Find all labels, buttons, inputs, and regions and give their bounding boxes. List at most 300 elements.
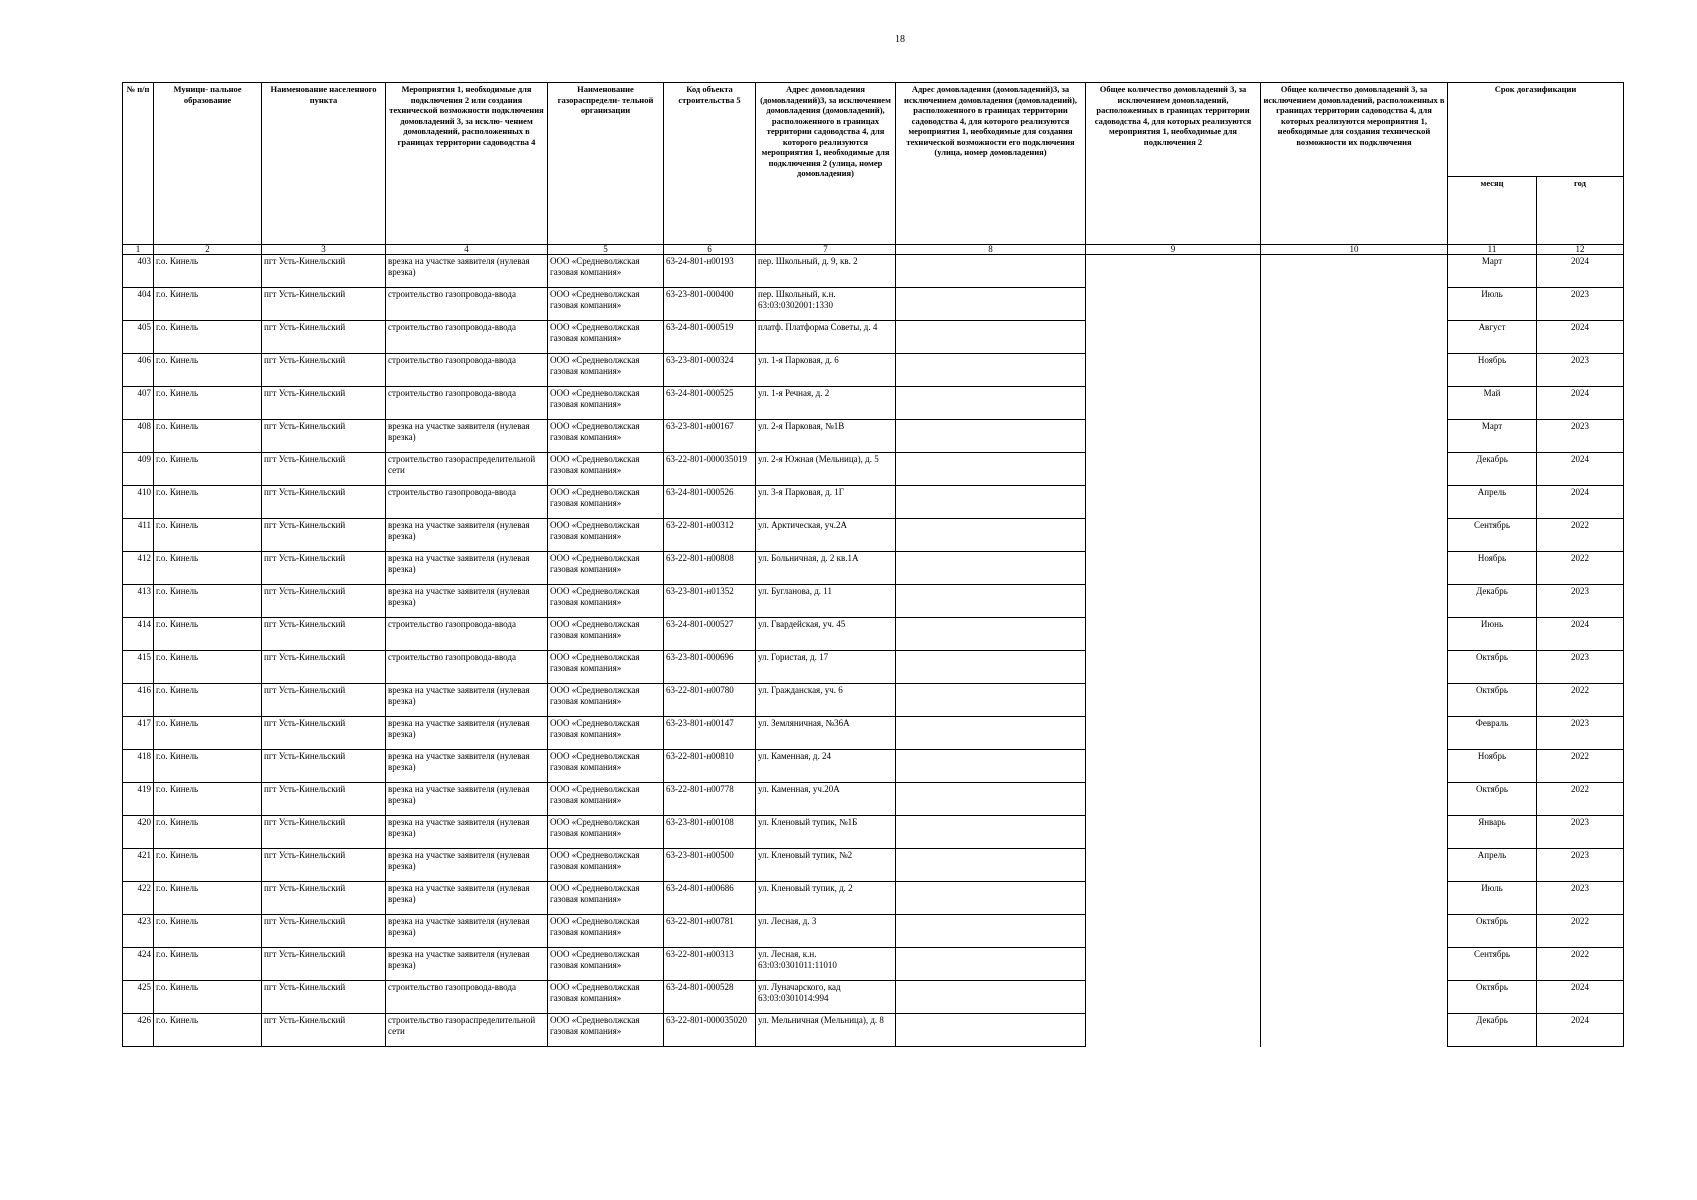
- settlement-cell: пгт Усть-Кинельский: [262, 420, 386, 453]
- table-row: [123, 882, 1624, 915]
- year-cell: 2023: [1537, 882, 1624, 915]
- row-number: 418: [123, 750, 154, 783]
- address-technical-cell: [896, 387, 1086, 420]
- organization-cell: ООО «Средневолжская газовая компания»: [548, 717, 664, 750]
- organization-cell: ООО «Средневолжская газовая компания»: [548, 255, 664, 288]
- organization-cell: ООО «Средневолжская газовая компания»: [548, 1014, 664, 1047]
- address-technical-cell: [896, 354, 1086, 387]
- address-cell: ул. Гористая, д. 17: [756, 651, 896, 684]
- year-cell: 2023: [1537, 816, 1624, 849]
- settlement-cell: пгт Усть-Кинельский: [262, 552, 386, 585]
- address-technical-cell: [896, 585, 1086, 618]
- measure-cell: врезка на участке заявителя (нулевая врезка): [386, 948, 548, 981]
- month-cell: Июнь: [1448, 618, 1537, 651]
- object-code-cell: 63-24-801-000526: [664, 486, 756, 519]
- table-row: [123, 486, 1624, 519]
- measure-cell: строительство газопровода-ввода: [386, 387, 548, 420]
- row-number: 411: [123, 519, 154, 552]
- header-object-code: Код объекта строительства 5: [664, 83, 756, 245]
- municipality-cell: г.о. Кинель: [154, 651, 262, 684]
- count-technical-cell: [1261, 486, 1448, 519]
- measure-cell: врезка на участке заявителя (нулевая врезка): [386, 684, 548, 717]
- year-cell: 2024: [1537, 387, 1624, 420]
- year-cell: 2022: [1537, 684, 1624, 717]
- address-technical-cell: [896, 915, 1086, 948]
- row-number: 405: [123, 321, 154, 354]
- address-technical-cell: [896, 618, 1086, 651]
- month-cell: Апрель: [1448, 849, 1537, 882]
- address-cell: ул. Кленовый тупик, д. 2: [756, 882, 896, 915]
- year-cell: 2024: [1537, 981, 1624, 1014]
- year-cell: 2024: [1537, 1014, 1624, 1047]
- month-cell: Декабрь: [1448, 585, 1537, 618]
- object-code-cell: 63-23-801-000696: [664, 651, 756, 684]
- settlement-cell: пгт Усть-Кинельский: [262, 288, 386, 321]
- month-cell: Ноябрь: [1448, 552, 1537, 585]
- month-cell: Октябрь: [1448, 651, 1537, 684]
- address-technical-cell: [896, 849, 1086, 882]
- count-connection-cell: [1086, 783, 1261, 816]
- count-connection-cell: [1086, 486, 1261, 519]
- year-cell: 2023: [1537, 354, 1624, 387]
- measure-cell: строительство газораспределительной сети: [386, 453, 548, 486]
- column-number: 10: [1261, 245, 1448, 255]
- address-technical-cell: [896, 519, 1086, 552]
- table-row: [123, 354, 1624, 387]
- address-cell: ул. 1-я Парковая, д. 6: [756, 354, 896, 387]
- month-cell: Октябрь: [1448, 684, 1537, 717]
- year-cell: 2024: [1537, 486, 1624, 519]
- object-code-cell: 63-24-801-н00193: [664, 255, 756, 288]
- month-cell: Апрель: [1448, 486, 1537, 519]
- row-number: 404: [123, 288, 154, 321]
- object-code-cell: 63-22-801-н00781: [664, 915, 756, 948]
- count-connection-cell: [1086, 849, 1261, 882]
- municipality-cell: г.о. Кинель: [154, 585, 262, 618]
- table-row: [123, 321, 1624, 354]
- table-row: [123, 717, 1624, 750]
- address-cell: ул. Гражданская, уч. 6: [756, 684, 896, 717]
- municipality-cell: г.о. Кинель: [154, 519, 262, 552]
- settlement-cell: пгт Усть-Кинельский: [262, 684, 386, 717]
- settlement-cell: пгт Усть-Кинельский: [262, 321, 386, 354]
- object-code-cell: 63-22-801-н00808: [664, 552, 756, 585]
- measure-cell: врезка на участке заявителя (нулевая врезка): [386, 849, 548, 882]
- address-cell: ул. 3-я Парковая, д. 1Г: [756, 486, 896, 519]
- organization-cell: ООО «Средневолжская газовая компания»: [548, 684, 664, 717]
- address-cell: ул. Кленовый тупик, №2: [756, 849, 896, 882]
- count-connection-cell: [1086, 585, 1261, 618]
- row-number: 419: [123, 783, 154, 816]
- address-technical-cell: [896, 750, 1086, 783]
- settlement-cell: пгт Усть-Кинельский: [262, 948, 386, 981]
- count-connection-cell: [1086, 453, 1261, 486]
- year-cell: 2024: [1537, 321, 1624, 354]
- count-connection-cell: [1086, 750, 1261, 783]
- count-technical-cell: [1261, 915, 1448, 948]
- measure-cell: строительство газопровода-ввода: [386, 486, 548, 519]
- measure-cell: врезка на участке заявителя (нулевая врезка): [386, 882, 548, 915]
- municipality-cell: г.о. Кинель: [154, 981, 262, 1014]
- organization-cell: ООО «Средневолжская газовая компания»: [548, 321, 664, 354]
- address-technical-cell: [896, 816, 1086, 849]
- address-technical-cell: [896, 948, 1086, 981]
- column-number-row: [123, 245, 1624, 255]
- organization-cell: ООО «Средневолжская газовая компания»: [548, 453, 664, 486]
- settlement-cell: пгт Усть-Кинельский: [262, 915, 386, 948]
- count-technical-cell: [1261, 816, 1448, 849]
- settlement-cell: пгт Усть-Кинельский: [262, 849, 386, 882]
- address-cell: ул. Каменная, д. 24: [756, 750, 896, 783]
- organization-cell: ООО «Средневолжская газовая компания»: [548, 486, 664, 519]
- municipality-cell: г.о. Кинель: [154, 750, 262, 783]
- month-cell: Май: [1448, 387, 1537, 420]
- count-connection-cell: [1086, 288, 1261, 321]
- address-technical-cell: [896, 981, 1086, 1014]
- address-cell: ул. Каменная, уч.20А: [756, 783, 896, 816]
- count-technical-cell: [1261, 354, 1448, 387]
- address-technical-cell: [896, 486, 1086, 519]
- month-cell: Декабрь: [1448, 453, 1537, 486]
- column-number: 8: [896, 245, 1086, 255]
- count-connection-cell: [1086, 354, 1261, 387]
- address-technical-cell: [896, 255, 1086, 288]
- organization-cell: ООО «Средневолжская газовая компания»: [548, 552, 664, 585]
- table-row: [123, 651, 1624, 684]
- header-organization: Наименование газораспредели- тельной организации: [548, 83, 664, 245]
- object-code-cell: 63-23-801-н00147: [664, 717, 756, 750]
- address-cell: ул. Бугланова, д. 11: [756, 585, 896, 618]
- year-cell: 2022: [1537, 750, 1624, 783]
- municipality-cell: г.о. Кинель: [154, 948, 262, 981]
- table-row: [123, 981, 1624, 1014]
- gasification-table: [122, 82, 1624, 1047]
- organization-cell: ООО «Средневолжская газовая компания»: [548, 420, 664, 453]
- table-row: [123, 618, 1624, 651]
- object-code-cell: 63-24-801-000527: [664, 618, 756, 651]
- row-number: 408: [123, 420, 154, 453]
- object-code-cell: 63-23-801-000400: [664, 288, 756, 321]
- address-technical-cell: [896, 717, 1086, 750]
- organization-cell: ООО «Средневолжская газовая компания»: [548, 849, 664, 882]
- year-cell: 2023: [1537, 420, 1624, 453]
- measure-cell: врезка на участке заявителя (нулевая врезка): [386, 552, 548, 585]
- column-number: 12: [1537, 245, 1624, 255]
- object-code-cell: 63-22-801-н00313: [664, 948, 756, 981]
- organization-cell: ООО «Средневолжская газовая компания»: [548, 750, 664, 783]
- month-cell: Октябрь: [1448, 783, 1537, 816]
- address-cell: ул. Лесная, д. 3: [756, 915, 896, 948]
- municipality-cell: г.о. Кинель: [154, 354, 262, 387]
- settlement-cell: пгт Усть-Кинельский: [262, 651, 386, 684]
- month-cell: Январь: [1448, 816, 1537, 849]
- count-technical-cell: [1261, 618, 1448, 651]
- address-technical-cell: [896, 783, 1086, 816]
- month-cell: Сентябрь: [1448, 948, 1537, 981]
- year-cell: 2023: [1537, 585, 1624, 618]
- measure-cell: строительство газопровода-ввода: [386, 651, 548, 684]
- row-number: 403: [123, 255, 154, 288]
- header-address-technical: Адрес домовладения (домовладений)3, за исключением домовладения (домовладений), расположенного в границах территории садоводства 4, для которого реализуются мероприятия 1, необходимые для создания технической возможности его подключения (улица, номер домовладения): [896, 83, 1086, 245]
- count-technical-cell: [1261, 651, 1448, 684]
- settlement-cell: пгт Усть-Кинельский: [262, 783, 386, 816]
- count-technical-cell: [1261, 783, 1448, 816]
- month-cell: Июль: [1448, 882, 1537, 915]
- organization-cell: ООО «Средневолжская газовая компания»: [548, 981, 664, 1014]
- year-cell: 2022: [1537, 915, 1624, 948]
- count-connection-cell: [1086, 321, 1261, 354]
- table-row: [123, 519, 1624, 552]
- month-cell: Февраль: [1448, 717, 1537, 750]
- row-number: 413: [123, 585, 154, 618]
- table-row: [123, 288, 1624, 321]
- column-number: 11: [1448, 245, 1537, 255]
- object-code-cell: 63-24-801-000525: [664, 387, 756, 420]
- count-technical-cell: [1261, 453, 1448, 486]
- table-row: [123, 1014, 1624, 1047]
- count-technical-cell: [1261, 552, 1448, 585]
- month-cell: Август: [1448, 321, 1537, 354]
- organization-cell: ООО «Средневолжская газовая компания»: [548, 783, 664, 816]
- settlement-cell: пгт Усть-Кинельский: [262, 453, 386, 486]
- organization-cell: ООО «Средневолжская газовая компания»: [548, 948, 664, 981]
- column-number: 9: [1086, 245, 1261, 255]
- header-deadline: Срок догазификации: [1448, 83, 1624, 177]
- measure-cell: строительство газопровода-ввода: [386, 321, 548, 354]
- organization-cell: ООО «Средневолжская газовая компания»: [548, 618, 664, 651]
- table-body: [123, 255, 1624, 1047]
- table-row: [123, 750, 1624, 783]
- table-row: [123, 585, 1624, 618]
- organization-cell: ООО «Средневолжская газовая компания»: [548, 651, 664, 684]
- count-technical-cell: [1261, 585, 1448, 618]
- settlement-cell: пгт Усть-Кинельский: [262, 387, 386, 420]
- month-cell: Октябрь: [1448, 915, 1537, 948]
- count-technical-cell: [1261, 717, 1448, 750]
- table-row: [123, 915, 1624, 948]
- address-cell: ул. Луначарского, кад 63:03:0301014:994: [756, 981, 896, 1014]
- row-number: 426: [123, 1014, 154, 1047]
- count-connection-cell: [1086, 915, 1261, 948]
- address-cell: ул. Земляничная, №36А: [756, 717, 896, 750]
- table-row: [123, 783, 1624, 816]
- object-code-cell: 63-23-801-000324: [664, 354, 756, 387]
- measure-cell: строительство газопровода-ввода: [386, 354, 548, 387]
- municipality-cell: г.о. Кинель: [154, 849, 262, 882]
- municipality-cell: г.о. Кинель: [154, 420, 262, 453]
- count-connection-cell: [1086, 651, 1261, 684]
- page-number: 18: [895, 34, 905, 45]
- month-cell: Июль: [1448, 288, 1537, 321]
- count-connection-cell: [1086, 882, 1261, 915]
- address-technical-cell: [896, 420, 1086, 453]
- table-row: [123, 387, 1624, 420]
- column-number: 6: [664, 245, 756, 255]
- object-code-cell: 63-24-801-000519: [664, 321, 756, 354]
- organization-cell: ООО «Средневолжская газовая компания»: [548, 288, 664, 321]
- address-cell: ул. 2-я Южная (Мельница), д. 5: [756, 453, 896, 486]
- settlement-cell: пгт Усть-Кинельский: [262, 816, 386, 849]
- table-row: [123, 420, 1624, 453]
- count-technical-cell: [1261, 420, 1448, 453]
- object-code-cell: 63-23-801-н00108: [664, 816, 756, 849]
- settlement-cell: пгт Усть-Кинельский: [262, 1014, 386, 1047]
- address-cell: ул. Больничная, д. 2 кв.1А: [756, 552, 896, 585]
- column-number: 1: [123, 245, 154, 255]
- object-code-cell: 63-22-801-000035019: [664, 453, 756, 486]
- count-technical-cell: [1261, 519, 1448, 552]
- table-row: [123, 255, 1624, 288]
- count-connection-cell: [1086, 255, 1261, 288]
- settlement-cell: пгт Усть-Кинельский: [262, 585, 386, 618]
- count-connection-cell: [1086, 1014, 1261, 1047]
- address-cell: ул. 2-я Парковая, №1В: [756, 420, 896, 453]
- row-number: 410: [123, 486, 154, 519]
- object-code-cell: 63-23-801-н00500: [664, 849, 756, 882]
- organization-cell: ООО «Средневолжская газовая компания»: [548, 354, 664, 387]
- table-row: [123, 849, 1624, 882]
- municipality-cell: г.о. Кинель: [154, 915, 262, 948]
- object-code-cell: 63-22-801-000035020: [664, 1014, 756, 1047]
- settlement-cell: пгт Усть-Кинельский: [262, 750, 386, 783]
- object-code-cell: 63-22-801-н00810: [664, 750, 756, 783]
- table-row: [123, 816, 1624, 849]
- month-cell: Март: [1448, 420, 1537, 453]
- municipality-cell: г.о. Кинель: [154, 453, 262, 486]
- year-cell: 2022: [1537, 552, 1624, 585]
- municipality-cell: г.о. Кинель: [154, 783, 262, 816]
- municipality-cell: г.о. Кинель: [154, 882, 262, 915]
- header-settlement: Наименование населенного пункта: [262, 83, 386, 245]
- measure-cell: врезка на участке заявителя (нулевая врезка): [386, 585, 548, 618]
- header-count-technical: Общее количество домовладений 3, за исключением домовладений, расположенных в границах территории садоводства 4, для которых реализуются мероприятия 1, необходимые для создания технической возможности их подключения: [1261, 83, 1448, 245]
- settlement-cell: пгт Усть-Кинельский: [262, 519, 386, 552]
- measure-cell: строительство газопровода-ввода: [386, 981, 548, 1014]
- year-cell: 2023: [1537, 651, 1624, 684]
- header-measures: Мероприятия 1, необходимые для подключения 2 или создания технической возможности подключения домовладений 3, за исклю- чением домовладений, расположенных в границах территории садоводства 4: [386, 83, 548, 245]
- municipality-cell: г.о. Кинель: [154, 486, 262, 519]
- address-technical-cell: [896, 552, 1086, 585]
- row-number: 423: [123, 915, 154, 948]
- month-cell: Ноябрь: [1448, 750, 1537, 783]
- address-cell: ул. Гвардейская, уч. 45: [756, 618, 896, 651]
- count-connection-cell: [1086, 684, 1261, 717]
- address-technical-cell: [896, 321, 1086, 354]
- object-code-cell: 63-24-801-н00686: [664, 882, 756, 915]
- address-cell: ул. Лесная, к.н. 63:03:0301011:11010: [756, 948, 896, 981]
- address-technical-cell: [896, 651, 1086, 684]
- municipality-cell: г.о. Кинель: [154, 387, 262, 420]
- row-number: 416: [123, 684, 154, 717]
- address-cell: ул. Арктическая, уч.2А: [756, 519, 896, 552]
- month-cell: Декабрь: [1448, 1014, 1537, 1047]
- row-number: 417: [123, 717, 154, 750]
- count-connection-cell: [1086, 618, 1261, 651]
- year-cell: 2022: [1537, 948, 1624, 981]
- measure-cell: строительство газопровода-ввода: [386, 288, 548, 321]
- organization-cell: ООО «Средневолжская газовая компания»: [548, 585, 664, 618]
- table-row: [123, 552, 1624, 585]
- organization-cell: ООО «Средневолжская газовая компания»: [548, 915, 664, 948]
- year-cell: 2024: [1537, 618, 1624, 651]
- measure-cell: строительство газопровода-ввода: [386, 618, 548, 651]
- address-technical-cell: [896, 288, 1086, 321]
- row-number: 407: [123, 387, 154, 420]
- count-connection-cell: [1086, 387, 1261, 420]
- address-cell: пер. Школьный, к.н. 63:03:0302001:1330: [756, 288, 896, 321]
- column-number: 3: [262, 245, 386, 255]
- count-technical-cell: [1261, 321, 1448, 354]
- count-technical-cell: [1261, 882, 1448, 915]
- year-cell: 2023: [1537, 288, 1624, 321]
- count-technical-cell: [1261, 684, 1448, 717]
- object-code-cell: 63-22-801-н00778: [664, 783, 756, 816]
- column-number: 5: [548, 245, 664, 255]
- address-technical-cell: [896, 453, 1086, 486]
- measure-cell: врезка на участке заявителя (нулевая врезка): [386, 717, 548, 750]
- settlement-cell: пгт Усть-Кинельский: [262, 882, 386, 915]
- organization-cell: ООО «Средневолжская газовая компания»: [548, 882, 664, 915]
- row-number: 421: [123, 849, 154, 882]
- organization-cell: ООО «Средневолжская газовая компания»: [548, 519, 664, 552]
- header-year: год: [1537, 177, 1624, 245]
- header-municipality: Муници- пальное образование: [154, 83, 262, 245]
- settlement-cell: пгт Усть-Кинельский: [262, 255, 386, 288]
- count-connection-cell: [1086, 552, 1261, 585]
- count-technical-cell: [1261, 387, 1448, 420]
- address-cell: ул. Мельничная (Мельница), д. 8: [756, 1014, 896, 1047]
- municipality-cell: г.о. Кинель: [154, 684, 262, 717]
- object-code-cell: 63-22-801-н00312: [664, 519, 756, 552]
- object-code-cell: 63-24-801-000528: [664, 981, 756, 1014]
- header-number: № п/п: [123, 83, 154, 245]
- row-number: 422: [123, 882, 154, 915]
- count-connection-cell: [1086, 717, 1261, 750]
- year-cell: 2024: [1537, 453, 1624, 486]
- measure-cell: врезка на участке заявителя (нулевая врезка): [386, 750, 548, 783]
- column-number: 4: [386, 245, 548, 255]
- settlement-cell: пгт Усть-Кинельский: [262, 717, 386, 750]
- address-cell: платф. Платформа Советы, д. 4: [756, 321, 896, 354]
- measure-cell: врезка на участке заявителя (нулевая врезка): [386, 519, 548, 552]
- count-connection-cell: [1086, 420, 1261, 453]
- row-number: 412: [123, 552, 154, 585]
- measure-cell: врезка на участке заявителя (нулевая врезка): [386, 255, 548, 288]
- table-row: [123, 948, 1624, 981]
- table-row: [123, 453, 1624, 486]
- address-cell: ул. Кленовый тупик, №1Б: [756, 816, 896, 849]
- object-code-cell: 63-23-801-н00167: [664, 420, 756, 453]
- address-cell: пер. Школьный, д. 9, кв. 2: [756, 255, 896, 288]
- header-month: месяц: [1448, 177, 1537, 245]
- settlement-cell: пгт Усть-Кинельский: [262, 981, 386, 1014]
- count-connection-cell: [1086, 816, 1261, 849]
- address-technical-cell: [896, 684, 1086, 717]
- year-cell: 2024: [1537, 255, 1624, 288]
- measure-cell: врезка на участке заявителя (нулевая врезка): [386, 420, 548, 453]
- row-number: 415: [123, 651, 154, 684]
- municipality-cell: г.о. Кинель: [154, 321, 262, 354]
- settlement-cell: пгт Усть-Кинельский: [262, 618, 386, 651]
- month-cell: Октябрь: [1448, 981, 1537, 1014]
- count-technical-cell: [1261, 981, 1448, 1014]
- count-connection-cell: [1086, 519, 1261, 552]
- count-technical-cell: [1261, 849, 1448, 882]
- header-address-connection: Адрес домовладения (домовладений)3, за исключением домовладения (домовладений), расположенного в границах территории садоводства 4, для которого реализуются мероприятия 1, необходимые для подключения 2 (улица, номер домовладения): [756, 83, 896, 245]
- row-number: 425: [123, 981, 154, 1014]
- municipality-cell: г.о. Кинель: [154, 552, 262, 585]
- month-cell: Март: [1448, 255, 1537, 288]
